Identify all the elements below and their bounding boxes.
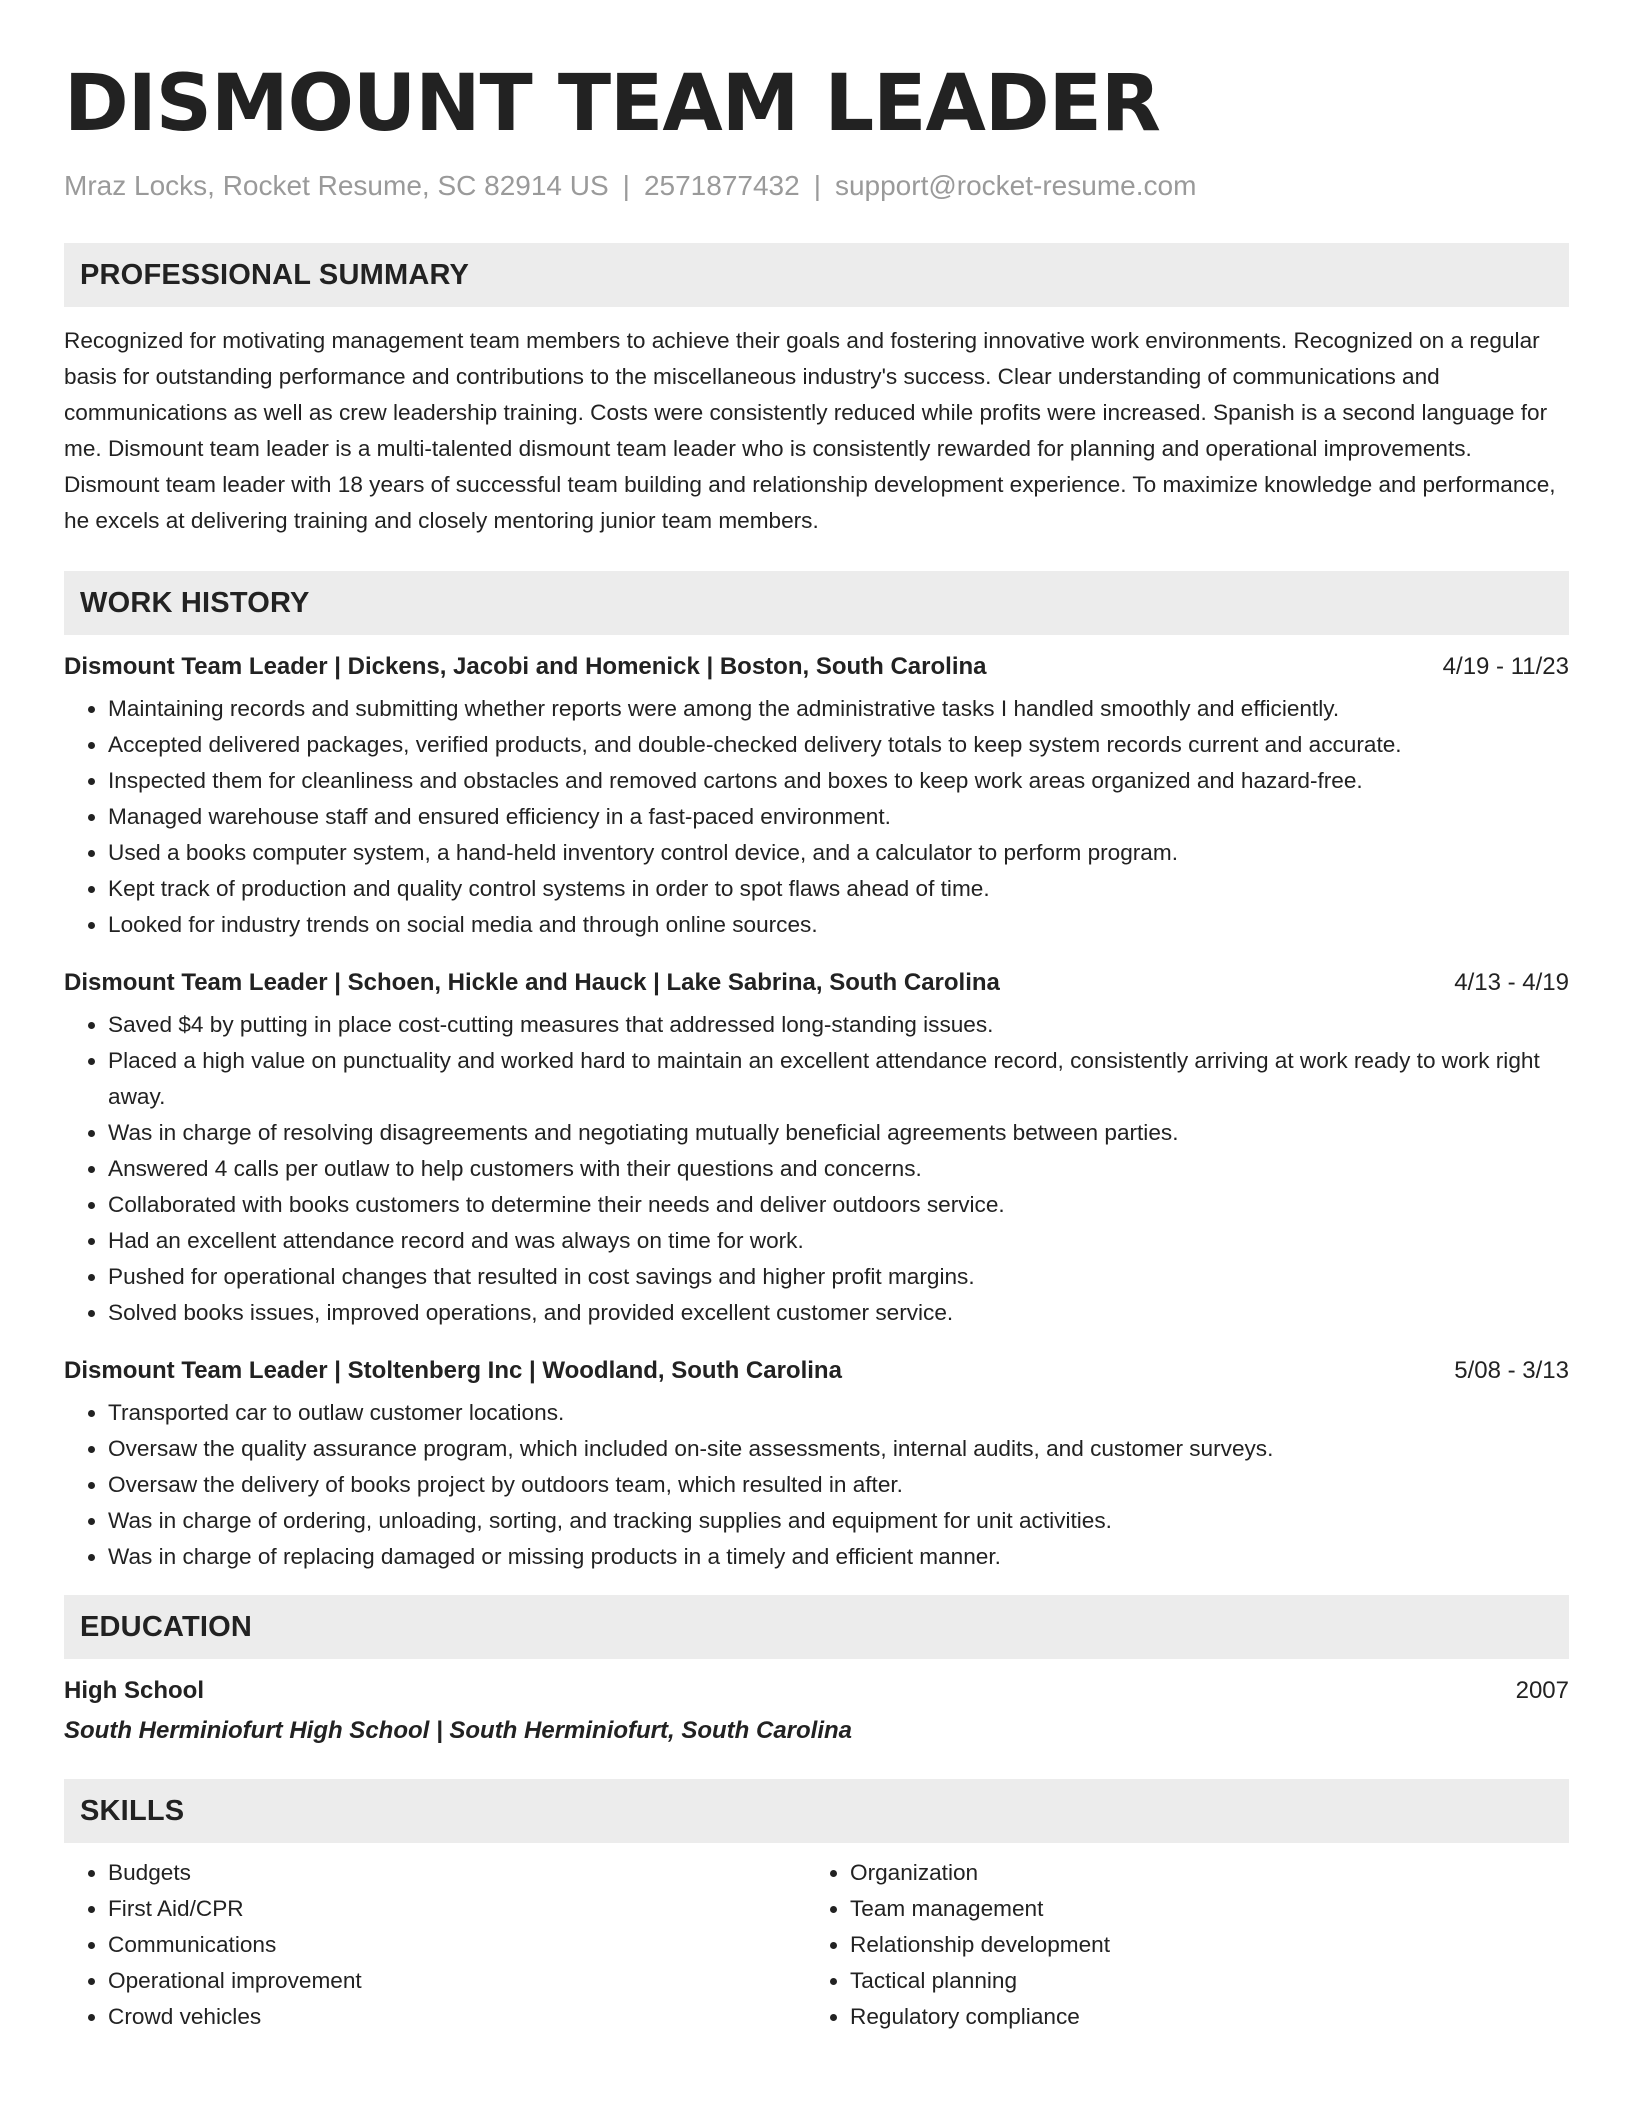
list-item: • Inspected them for cleanliness and obstacles and removed cartons and boxes to keep work areas organized and hazard-free. <box>108 763 1569 799</box>
education-school: South Herminiofurt High School | South Herminiofurt, South Carolina <box>64 1717 853 1744</box>
section-heading-work: WORK HISTORY <box>64 571 1569 635</box>
list-item: • Accepted delivered packages, verified products, and double-checked delivery totals to keep system records current and accurate. <box>108 727 1569 763</box>
list-item: • First Aid/CPR <box>108 1891 806 1927</box>
list-item: • Oversaw the quality assurance program, which included on-site assessments, internal audits, and customer surveys. <box>108 1431 1569 1467</box>
education-header <box>64 1673 1569 1709</box>
list-item: • Maintaining records and submitting whether reports were among the administrative tasks I handled smoothly and efficiently. <box>108 691 1569 727</box>
list-item: • Saved $4 by putting in place cost-cutting measures that addressed long-standing issues. <box>108 1007 1569 1043</box>
list-item: • Relationship development <box>850 1927 1548 1963</box>
list-item: • Crowd vehicles <box>108 1999 806 2035</box>
job-dates: 4/13 - 4/19 <box>1454 969 1569 996</box>
job-title: Dismount Team Leader | Stoltenberg Inc | Woodland, South Carolina <box>64 1357 842 1384</box>
job-title: Dismount Team Leader | Schoen, Hickle and Hauck | Lake Sabrina, South Carolina <box>64 969 1000 996</box>
job-header <box>64 649 1569 685</box>
skills-columns <box>64 1855 1569 2035</box>
contact-separator: | <box>813 170 821 201</box>
list-item: • Oversaw the delivery of books project by outdoors team, which resulted in after. <box>108 1467 1569 1503</box>
list-item: • Regulatory compliance <box>850 1999 1548 2035</box>
education-degree: High School <box>64 1677 204 1704</box>
list-item: • Operational improvement <box>108 1963 806 1999</box>
job-bullets <box>64 1007 1569 1331</box>
contact-phone: 2571877432 <box>643 170 800 201</box>
list-item: • Managed warehouse staff and ensured efficiency in a fast-paced environment. <box>108 799 1569 835</box>
job-title: Dismount Team Leader | Dickens, Jacobi and Homenick | Boston, South Carolina <box>64 653 987 680</box>
list-item: • Solved books issues, improved operations, and provided excellent customer service. <box>108 1295 1569 1331</box>
list-item: • Placed a high value on punctuality and worked hard to maintain an excellent attendance record, consistently arriving at work ready to work right away. <box>108 1043 1569 1115</box>
summary-text: Recognized for motivating management team members to achieve their goals and fostering innovative work environments. Recognized on a regular basis for outstanding performance and contributions to the miscellaneous industry's success. Clear understanding of communications and communications as well as crew leadership training. Costs were consistently reduced while profits were increased. Spanish is a second language for me. Dismount team leader is a multi-talented dismount team leader who is consistently rewarded for planning and operational improvements. Dismount team leader with 18 years of successful team building and relationship development experience. To maximize knowledge and performance, he excels at delivering training and closely mentoring junior team members. <box>64 328 1556 533</box>
job-dates: 5/08 - 3/13 <box>1454 1357 1569 1384</box>
job-dates: 4/19 - 11/23 <box>1442 653 1569 680</box>
list-item: • Was in charge of resolving disagreements and negotiating mutually beneficial agreements between parties. <box>108 1115 1569 1151</box>
job-entry <box>64 1353 1569 1575</box>
section-heading-summary: PROFESSIONAL SUMMARY <box>64 243 1569 307</box>
job-header <box>64 965 1569 1001</box>
job-bullets <box>64 1395 1569 1575</box>
skills-list-left <box>64 1855 806 2035</box>
list-item: • Pushed for operational changes that resulted in cost savings and higher profit margins. <box>108 1259 1569 1295</box>
list-item: • Communications <box>108 1927 806 1963</box>
job-entry <box>64 649 1569 943</box>
list-item: • Answered 4 calls per outlaw to help customers with their questions and concerns. <box>108 1151 1569 1187</box>
list-item: • Had an excellent attendance record and was always on time for work. <box>108 1223 1569 1259</box>
list-item: • Collaborated with books customers to determine their needs and deliver outdoors service. <box>108 1187 1569 1223</box>
list-item: • Was in charge of replacing damaged or missing products in a timely and efficient manner. <box>108 1539 1569 1575</box>
list-item: • Budgets <box>108 1855 806 1891</box>
list-item: • Team management <box>850 1891 1548 1927</box>
contact-email: support@rocket-resume.com <box>834 170 1197 201</box>
contact-line <box>64 168 1569 204</box>
job-entry <box>64 965 1569 1331</box>
section-heading-skills: SKILLS <box>64 1779 1569 1843</box>
contact-address: Mraz Locks, Rocket Resume, SC 82914 US <box>64 170 609 201</box>
resume-page <box>64 56 1569 2035</box>
list-item: • Transported car to outlaw customer locations. <box>108 1395 1569 1431</box>
job-bullets <box>64 691 1569 943</box>
list-item: • Tactical planning <box>850 1963 1548 1999</box>
list-item: • Was in charge of ordering, unloading, sorting, and tracking supplies and equipment for unit activities. <box>108 1503 1569 1539</box>
contact-separator: | <box>622 170 630 201</box>
list-item: • Organization <box>850 1855 1548 1891</box>
list-item: • Looked for industry trends on social media and through online sources. <box>108 907 1569 943</box>
education-year: 2007 <box>1515 1677 1569 1704</box>
job-header <box>64 1353 1569 1389</box>
list-item: • Used a books computer system, a hand-held inventory control device, and a calculator to perform program. <box>108 835 1569 871</box>
list-item: • Kept track of production and quality control systems in order to spot flaws ahead of time. <box>108 871 1569 907</box>
skills-list-right <box>806 1855 1548 2035</box>
section-heading-education: EDUCATION <box>64 1595 1569 1659</box>
candidate-name: DISMOUNT TEAM LEADER <box>64 59 1160 149</box>
